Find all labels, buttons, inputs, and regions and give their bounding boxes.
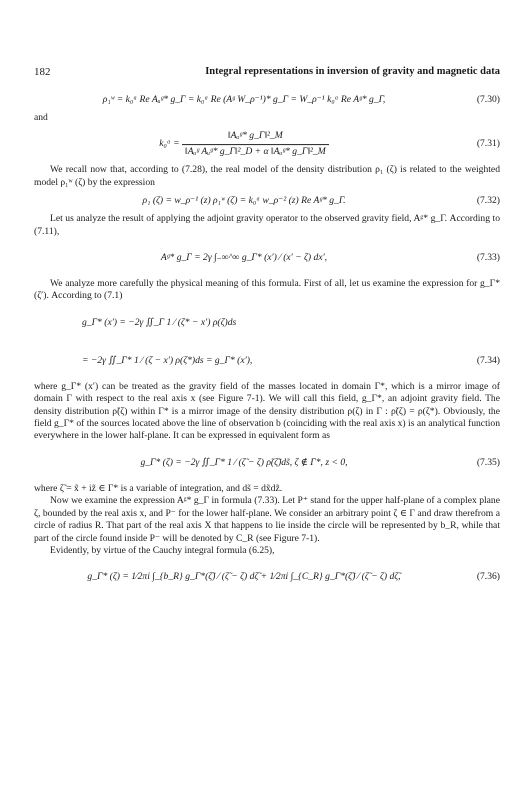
equation-lhs: k₀ᵅ =: [159, 138, 180, 150]
fraction-denominator: ‖Aᵤᵍ Aᵤᵍ* g_Γ‖²_D + α ‖Aᵤᵍ* g_Γ‖²_M: [185, 145, 326, 157]
equation-body: = −2γ ∬_Γ* 1 ⁄ (ζ − x′) ρ(ζ*)ds = g_Γ* (x′),: [82, 354, 253, 366]
equation-body: g_Γ* (ζ) = 1⁄2πi ∫_{b_R} g_Γ*(ζ̃) ⁄ (ζ̃ − ζ) dζ̃ + 1⁄2πi ∫_{C_R} g_Γ*(ζ̃) ⁄ (ζ̃ − ζ) dζ̃,: [87, 571, 401, 583]
equation-7-34-line2: [34, 343, 500, 379]
paragraph: where g_Γ* (x′) can be treated as the gravity field of the masses located in domain Γ*, which is a mirror image of domain Γ with respect to the real axis x (see Figure 7-1). We will call this field, g_Γ*, an adjoint gravity field. The density distribution ρ̃(ζ) within Γ* is a mirror image of the density distribution ρ(ζ) in Γ : ρ̃(ζ) = ρ(ζ*). Obviously, the field g_Γ* of the sources located above the line of observation b (coinciding with the real axis x) is an analytical function everywhere in the lower half-plane. It can be expressed in equivalent form as: [34, 380, 500, 442]
equation-7-35: [34, 445, 500, 481]
equation-number: (7.36): [476, 571, 500, 583]
equation-body: Aᵍ* g_Γ = 2γ ∫₋∞^∞ g_Γ* (x′) ⁄ (x′ − ζ) dx′,: [160, 251, 328, 263]
paragraph: Now we examine the expression Aᵍ* g_Γ in formula (7.33). Let P⁺ stand for the upper half-plane of a complex plane ζ, bounded by the real axis x, and P⁻ for the lower half-plane. We consider an arbitrary point ζ ∈ Γ and draw therefrom a circle of radius R. That part of the real axis X that happens to lie inside the circle will be represented by b_R, while that part of the circle found inside P⁻ will be denoted by C_R (see Figure 7-1).: [34, 495, 500, 544]
page-number: 182: [34, 66, 51, 78]
equation-number: (7.31): [476, 138, 500, 150]
fraction-numerator: ‖Aᵤᵍ* g_Γ‖²_M: [182, 131, 329, 145]
equation-number: (7.32): [476, 195, 500, 207]
paragraph: We recall now that, according to (7.28), the real model of the density distribution ρ₁ (ζ) is related to the weighted model ρ₁ʷ (ζ) by the expression: [34, 164, 500, 188]
page-body: [34, 88, 500, 597]
equation-number: (7.30): [476, 93, 500, 105]
paragraph: where ζ̃ = x̃ + iz̃ ∈ Γ* is a variable of integration, and ds̃ = dx̃dz̃.: [34, 482, 283, 494]
equation-body: ρ₁ʷ = k₀ᵅ Re Aᵤᵍ* g_Γ = k₀ᵅ Re (Aᵍ W_ρ⁻¹)* g_Γ = W_ρ⁻¹ k₀ᵅ Re Aᵍ* g_Γ,: [102, 93, 386, 105]
equation-7-33: [34, 240, 500, 276]
running-title: Integral representations in inversion of gravity and magnetic data: [205, 66, 500, 77]
equation-body: ρ₁ (ζ) = w_ρ⁻¹ (z) ρ₁ʷ (ζ) = k₀ᵅ w_ρ⁻² (z) Re Aᵍ* g_Γ.: [142, 195, 346, 207]
equation-7-34-line1: [34, 305, 500, 341]
equation-body: g_Γ* (ζ) = −2γ ∬_Γ* 1 ⁄ (ζ̃ − ζ) ρ̃(ζ̃)ds̃, ζ ∉ Γ*, z < 0,: [140, 456, 348, 468]
equation-number: (7.34): [476, 354, 500, 366]
equation-body: g_Γ* (x′) = −2γ ∬_Γ 1 ⁄ (ζ* − x′) ρ(ζ)ds: [82, 316, 237, 328]
equation-7-36: [34, 559, 500, 595]
equation-number: (7.33): [476, 251, 500, 263]
paragraph: Let us analyze the result of applying the adjoint gravity operator to the observed gravity field, Aᵍ* g_Γ. According to (7.11),: [34, 213, 500, 237]
equation-7-32: [34, 191, 500, 211]
equation-7-30: [34, 90, 500, 110]
equation-number: (7.35): [476, 456, 500, 468]
connector-text: and: [34, 112, 48, 123]
page-header: [34, 66, 500, 80]
paragraph: We analyze more carefully the physical meaning of this formula. First of all, let us examine the expression for g_Γ* (ζ′). According to (7.1): [34, 278, 500, 302]
equation-7-31: [34, 126, 500, 162]
fraction: [182, 131, 329, 159]
paragraph: Evidently, by virtue of the Cauchy integral formula (6.25),: [50, 544, 275, 556]
